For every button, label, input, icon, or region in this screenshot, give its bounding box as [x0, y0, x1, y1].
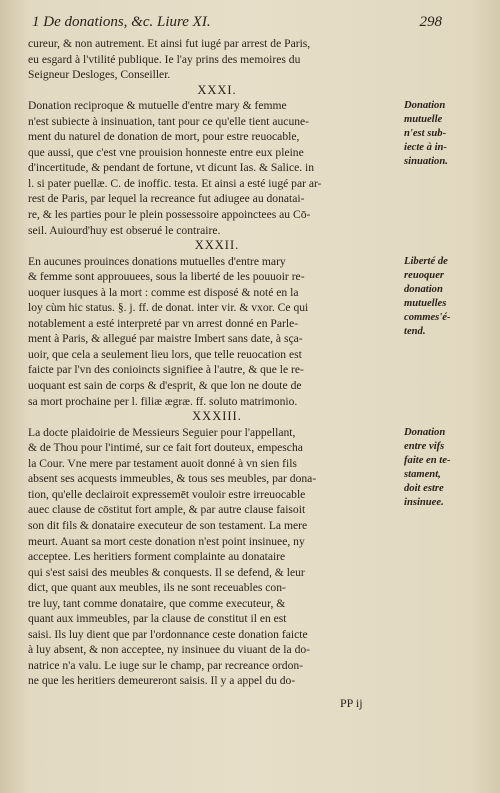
marginal-note-line: Donation [404, 100, 446, 112]
text-line: uoir, que cela a seulement lieu lors, que telle reuocation est [28, 347, 302, 361]
text-line: Seigneur Desloges, Conseiller. [28, 68, 171, 82]
marginal-note-line: Liberté de [404, 255, 448, 267]
text-line: meurt. Auant sa mort ceste donation n'est point insinuee, ny [28, 534, 305, 548]
text-line: qui s'est saisi des meubles & conquests. Il se defend, & leur [28, 565, 305, 579]
text-line: ne que les heritiers demeureront saisis. Il y a appel du do- [28, 674, 296, 688]
marginal-note-line: iecte à in- [404, 142, 447, 154]
text-line: n'est subiecte à insinuation, tant pour ce qu'elle tient aucune- [28, 114, 310, 128]
text-line: uoquer iusques à la mort : comme est disposé & noté en la [28, 285, 299, 299]
marginal-note-line: stament, [404, 468, 441, 480]
text-line: absent ses acquests immeubles, & tous ses meubles, par dona- [28, 472, 317, 486]
text-line: saisi. Ils luy dient que par l'ordonnance ceste donation faicte [28, 627, 308, 641]
text-line: La docte plaidoirie de Messieurs Seguier pour l'appellant, [28, 425, 296, 439]
marginal-note [404, 255, 496, 339]
marginal-note-line: Donation [404, 426, 446, 438]
text-line: En aucunes prouinces donations mutuelles d'entre mary [28, 254, 286, 268]
section-heading: XXXI. [197, 82, 237, 97]
marginal-note-line: faite en te- [404, 454, 451, 466]
text-line: tion, qu'elle declairoit expressemēt vouloir estre irreuocable [28, 487, 306, 501]
marginal-note-line: reuoquer [404, 269, 445, 281]
text-line: que aussi, que c'est vne prouision honneste entre eux pleine [28, 145, 304, 159]
text-line: à luy absent, & non acceptee, ny insinuee du viuant de la do- [28, 643, 311, 657]
marginal-note-line: commes'é- [404, 311, 451, 323]
marginal-note-line: n'est sub- [404, 128, 447, 140]
text-line: sa mort prochaine per l. filiæ ægræ. ff. soluto matrimonio. [28, 394, 298, 408]
text-line: ment du naturel de donation de mort, pour estre reuocable, [28, 130, 300, 144]
text-line: re, & les parties pour le plein possessoire appoinctees au Cō- [28, 208, 311, 222]
text-line: faicte par l'vn des conioincts signifiee à l'autre, & que le re- [28, 363, 304, 377]
text-line: & femme sont approuuees, sous la liberté de les pouuoir re- [28, 270, 305, 284]
text-line: seil. Auiourd'huy est obserué le contraire. [28, 223, 221, 237]
text-line: auec clause de cōstitut fort ample, & par autre clause faisoit [28, 503, 306, 517]
marginal-note-line: donation [404, 283, 443, 295]
text-line: la Cour. Vne mere par testament auoit donné à vn sien fils [28, 456, 297, 470]
text-line: loy cùm hic status. §. j. ff. de donat. inter vir. & vxor. Ce qui [28, 301, 309, 315]
text-line: uoquant est sain de corps & d'esprit, & que lon ne doute de [28, 379, 302, 393]
marginal-note-line: sinuation. [404, 156, 448, 168]
marginal-note-line: mutuelle [404, 114, 443, 126]
marginal-note-line: insinuee. [404, 496, 444, 508]
page-number: 298 [419, 14, 442, 30]
running-head [32, 14, 442, 36]
marginal-note [404, 99, 496, 169]
running-head-title: 1 De donations, &c. Liure XI. [32, 14, 211, 30]
marginal-note-line: doit estre [404, 482, 444, 494]
text-line: dict, que quant aux meubles, ils ne sont receuables con- [28, 581, 286, 595]
marginal-note-line: tend. [404, 325, 426, 337]
text-line: notablement a esté interpreté par vn arrest donné en Parle- [28, 316, 299, 330]
text-line: Donation reciproque & mutuelle d'entre mary & femme [28, 99, 287, 113]
text-line: tre luy, tant comme donataire, que comme executeur, & [28, 596, 286, 610]
text-line: ment à Paris, & allegué par maistre Imbert sans date, à sça- [28, 332, 303, 346]
text-line: quant aux immeubles, par la clause de constitut il en est [28, 612, 287, 626]
marginal-note-line: mutuelles [404, 297, 447, 309]
section-heading: XXXIII. [192, 409, 242, 424]
text-line: & de Thou pour l'intimé, sur ce fait fort douteux, empescha [28, 441, 303, 455]
text-line: l. si pater puellæ. C. de inoffic. testa. Et ainsi a esté iugé par ar- [28, 176, 322, 190]
text-line: rest de Paris, par lequel la recreance fut adiugee au donatai- [28, 192, 305, 206]
text-line: eu esgard à l'vtilité publique. Ie l'ay prins des memoires du [28, 52, 301, 66]
text-line: acceptee. Les heritiers forment complainte au donataire [28, 550, 286, 564]
marginal-note-line: entre vifs [404, 440, 445, 452]
marginal-note [404, 426, 496, 510]
section-heading: XXXII. [194, 238, 240, 253]
text-line: d'incertitude, & pendant de fortune, vt dicunt Ias. & Salice. in [28, 161, 315, 175]
text-line: cureur, & non autrement. Et ainsi fut iugé par arrest de Paris, [28, 37, 311, 50]
body-text [28, 36, 406, 689]
text-line: son dit fils & donataire executeur de son testament. La mere [28, 518, 308, 532]
signature-mark: PP ij [340, 696, 363, 710]
text-line: natrice n'a valu. Le iuge sur le champ, par recreance ordon- [28, 658, 304, 672]
